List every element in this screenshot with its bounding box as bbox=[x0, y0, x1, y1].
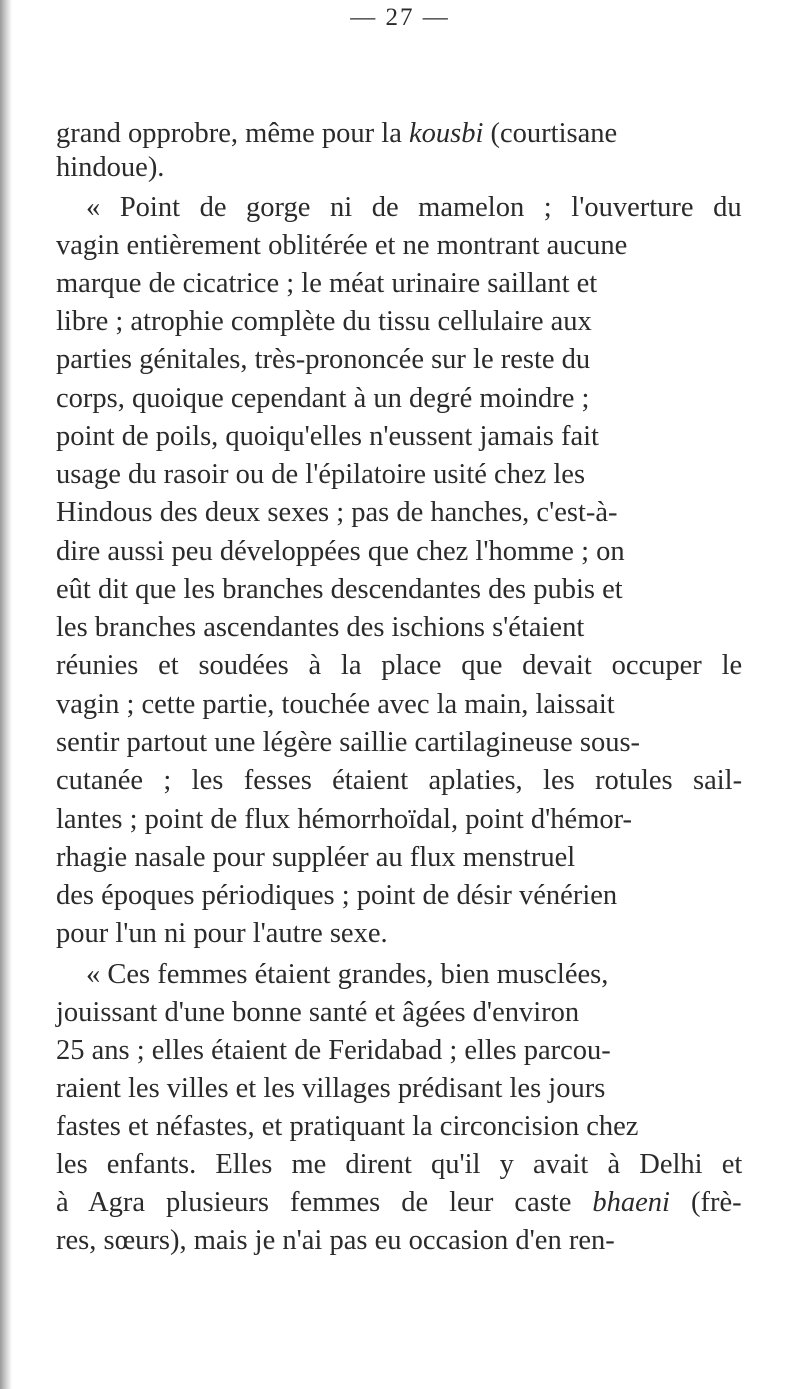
text-line bbox=[56, 1186, 742, 1220]
text-line: les enfants. Elles me dirent qu'il y avait à Delhi et bbox=[56, 1149, 743, 1180]
text-line: res, sœurs), mais je n'ai pas eu occasion d'en ren- bbox=[56, 1225, 615, 1256]
text-line: fastes et néfastes, et pratiquant la circoncision chez bbox=[56, 1111, 639, 1142]
text-line: point de poils, quoiqu'elles n'eussent jamais fait bbox=[56, 421, 599, 452]
text-line: jouissant d'une bonne santé et âgées d'environ bbox=[56, 997, 580, 1028]
text-line: dire aussi peu développées que chez l'homme ; on bbox=[56, 536, 625, 567]
text-line: Hindous des deux sexes ; pas de hanches, c'est-à- bbox=[56, 497, 618, 528]
text-line: vagin entièrement oblitérée et ne montrant aucune bbox=[56, 230, 628, 261]
text-line: parties génitales, très-prononcée sur le reste du bbox=[56, 344, 591, 375]
text-line: les branches ascendantes des ischions s'étaient bbox=[56, 612, 585, 643]
text-line: « Ces femmes étaient grandes, bien musclées, bbox=[86, 959, 609, 990]
text-segment: grand opprobre, même pour la bbox=[56, 118, 409, 149]
text-line: cutanée ; les fesses étaient aplaties, les rotules sail- bbox=[56, 765, 743, 796]
page-edge-shadow bbox=[0, 0, 12, 1389]
text-line: usage du rasoir ou de l'épilatoire usité chez les bbox=[56, 459, 586, 490]
text-line: des époques périodiques ; point de désir vénérien bbox=[56, 880, 618, 911]
text-line: libre ; atrophie complète du tissu cellulaire aux bbox=[56, 306, 592, 337]
text-line: rhagie nasale pour suppléer au flux menstruel bbox=[56, 842, 576, 873]
text-line: « Point de gorge ni de mamelon ; l'ouverture du bbox=[86, 192, 742, 223]
text-line: pour l'un ni pour l'autre sexe. bbox=[56, 918, 388, 949]
text-line: réunies et soudées à la place que devait occuper le bbox=[56, 650, 743, 681]
text-line: raient les villes et les villages prédisant les jours bbox=[56, 1073, 606, 1104]
text-line: hindoue). bbox=[56, 152, 165, 183]
text-segment: à Agra plusieurs femmes de leur caste bbox=[56, 1187, 593, 1218]
italic-term: kousbi bbox=[408, 118, 484, 149]
text-line: sentir partout une légère saillie cartilagineuse sous- bbox=[56, 727, 641, 758]
text-line: eût dit que les branches descendantes des pubis et bbox=[56, 574, 623, 605]
text-line: 25 ans ; elles étaient de Feridabad ; elles parcou- bbox=[56, 1035, 611, 1066]
text-line: corps, quoique cependant à un degré moindre ; bbox=[56, 383, 590, 414]
text-line: vagin ; cette partie, touchée avec la main, laissait bbox=[56, 689, 615, 720]
italic-term: bhaeni bbox=[592, 1187, 670, 1218]
text-segment: (frè- bbox=[669, 1187, 742, 1218]
page-number: — 27 — bbox=[350, 4, 450, 31]
text-line: lantes ; point de flux hémorrhoïdal, point d'hémor- bbox=[56, 804, 633, 835]
text-line: marque de cicatrice ; le méat urinaire saillant et bbox=[56, 268, 598, 299]
text-line bbox=[56, 117, 617, 151]
text-segment: (courtisane bbox=[483, 118, 618, 149]
